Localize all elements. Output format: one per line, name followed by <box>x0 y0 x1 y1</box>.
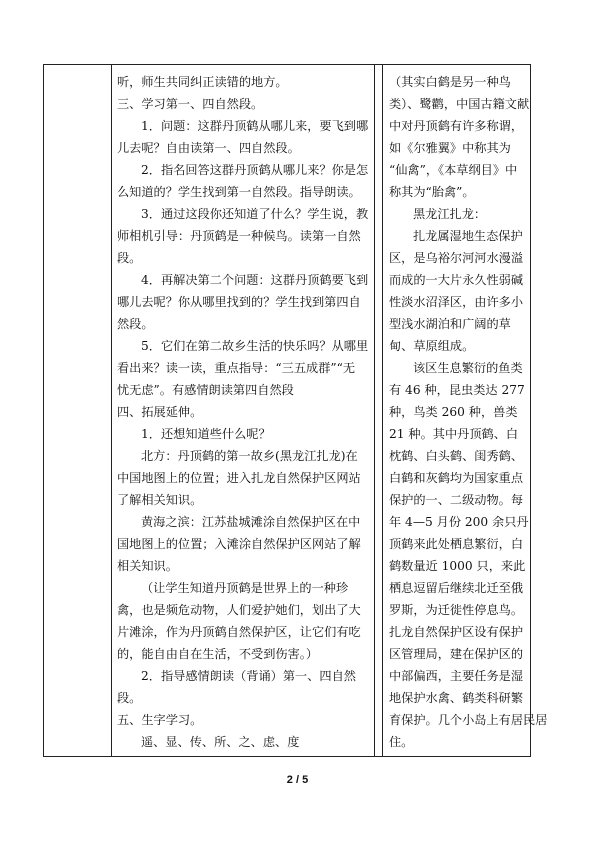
text-line: 片滩涂，作为丹顶鹤自然保护区，让它们有吃 <box>117 625 361 639</box>
note-line: 鹤数量近 1000 只，来此 <box>389 559 526 573</box>
text-line: 中国地图上的位置；进入扎龙自然保护区网站 <box>117 471 361 485</box>
note-line: 栖息逗留后继续北迁至俄 <box>389 581 524 595</box>
note-line: 黑龙江扎龙： <box>413 207 487 221</box>
note-line: 扎龙自然保护区设有保护 <box>389 625 524 639</box>
note-line: 中对丹顶鹤有许多称谓， <box>389 119 524 133</box>
text-line: 四、拓展延伸。 <box>117 405 203 419</box>
text-line: 3．通过这段你还知道了什么？学生说，教 <box>141 207 369 221</box>
teaching-process-column <box>117 71 369 753</box>
note-line: 种，鸟类 260 种，兽类 <box>389 405 518 419</box>
note-line: 顶鹤来此处栖息繁衍，白 <box>389 537 524 551</box>
text-line: 然段。 <box>117 317 154 331</box>
text-line: 遥、显、传、所、之、虑、度 <box>141 735 300 749</box>
text-line: 相关知识。 <box>117 559 178 573</box>
text-line: 禽，也是频危动物，人们爱护她们，划出了大 <box>117 603 361 617</box>
note-line: 如《尔雅翼》中称其为 <box>389 141 511 155</box>
column-divider <box>382 65 383 756</box>
text-line: 看出来？读一读，重点指导：“三五成群”“无 <box>117 361 356 375</box>
note-line: 类）、鹭鹳，中国古籍文献 <box>389 97 530 111</box>
note-line: 罗斯，为迁徙性停息鸟。 <box>389 603 524 617</box>
note-line: 区管理局，建在保护区的 <box>389 647 524 661</box>
text-line: 段。 <box>117 251 142 265</box>
text-line: 师相机引导：丹顶鹤是一种候鸟。读第一自然 <box>117 229 361 243</box>
text-line: 黄海之滨：江苏盐城滩涂自然保护区在中 <box>141 515 361 529</box>
note-line: 性淡水沼泽区，由许多小 <box>389 295 524 309</box>
note-line: 地保护水禽、鹤类科研繁 <box>389 691 524 705</box>
text-line: 儿去呢？自由读第一、四自然段。 <box>117 141 300 155</box>
text-line: 三、学习第一、四自然段。 <box>117 97 264 111</box>
note-line: 保护的一、二级动物。每 <box>389 493 524 507</box>
reference-notes-column <box>389 71 548 753</box>
text-line: 2．指名回答这群丹顶鹤从哪儿来？你是怎 <box>141 163 369 177</box>
note-line: 育保护。几个小岛上有居民居 <box>389 713 548 727</box>
column-divider <box>374 65 375 756</box>
note-line: 型浅水湖泊和广阔的草 <box>389 317 511 331</box>
note-line: “仙禽”，《本草纲目》中 <box>389 163 518 177</box>
page-number: 2 / 5 <box>286 774 309 786</box>
text-line: 的，能自由自在生活，不受到伤害。） <box>117 647 319 661</box>
text-line: 2．指导感情朗读（背诵）第一、四自然 <box>141 669 356 683</box>
note-line: 白鹤和灰鹤均为国家重点 <box>389 471 524 485</box>
column-divider <box>111 65 112 756</box>
text-line: 1．问题：这群丹顶鹤从哪儿来，要飞到哪 <box>141 119 369 133</box>
text-line: 了解相关知识。 <box>117 493 203 507</box>
text-line: 北方：丹顶鹤的第一故乡(黑龙江扎龙)在 <box>141 449 358 463</box>
note-line: 年 4—5 月份 200 余只丹 <box>389 515 529 529</box>
text-line: 1．还想知道些什么呢？ <box>141 427 271 441</box>
note-line: 甸、草原组成。 <box>389 339 475 353</box>
text-line: 5．它们在第二故乡生活的快乐吗？从哪里 <box>141 339 369 353</box>
lesson-table <box>43 64 548 757</box>
text-line: 哪儿去呢？你从哪里找到的？学生找到第四自 <box>117 295 361 309</box>
note-line: 该区生息繁衍的鱼类 <box>413 361 523 375</box>
text-line: 忧无虑”。有感情朗读第四自然段 <box>117 383 294 397</box>
text-line: 段。 <box>117 691 142 705</box>
text-line: 国地图上的位置；入滩涂自然保护区网站了解 <box>117 537 361 551</box>
text-line: 听，师生共同纠正读错的地方。 <box>117 75 288 89</box>
text-line: 么知道的？学生找到第一自然段。指导朗读。 <box>117 185 361 199</box>
note-line: 称其为“胎禽”。 <box>389 185 475 199</box>
note-line: 枕鹤、白头鹤、闺秀鹤、 <box>389 449 524 463</box>
note-line: 而成的一大片永久性弱碱 <box>389 273 524 287</box>
note-line: （其实白鹤是另一种鸟 <box>389 75 511 89</box>
note-line: 中部偏西，主要任务是湿 <box>389 669 524 683</box>
note-line: 21 种。其中丹顶鹤、白 <box>389 427 519 441</box>
note-line: 区，是乌裕尔河河水漫溢 <box>389 251 524 265</box>
text-line: （让学生知道丹顶鹤是世界上的一种珍 <box>141 581 349 595</box>
note-line: 扎龙属湿地生态保护 <box>413 229 523 243</box>
note-line: 有 46 种，昆虫类达 277 <box>389 383 525 397</box>
text-line: 五、生字学习。 <box>117 713 203 727</box>
note-line: 住。 <box>389 735 414 749</box>
text-line: 4．再解决第二个问题：这群丹顶鹤要飞到 <box>141 273 369 287</box>
